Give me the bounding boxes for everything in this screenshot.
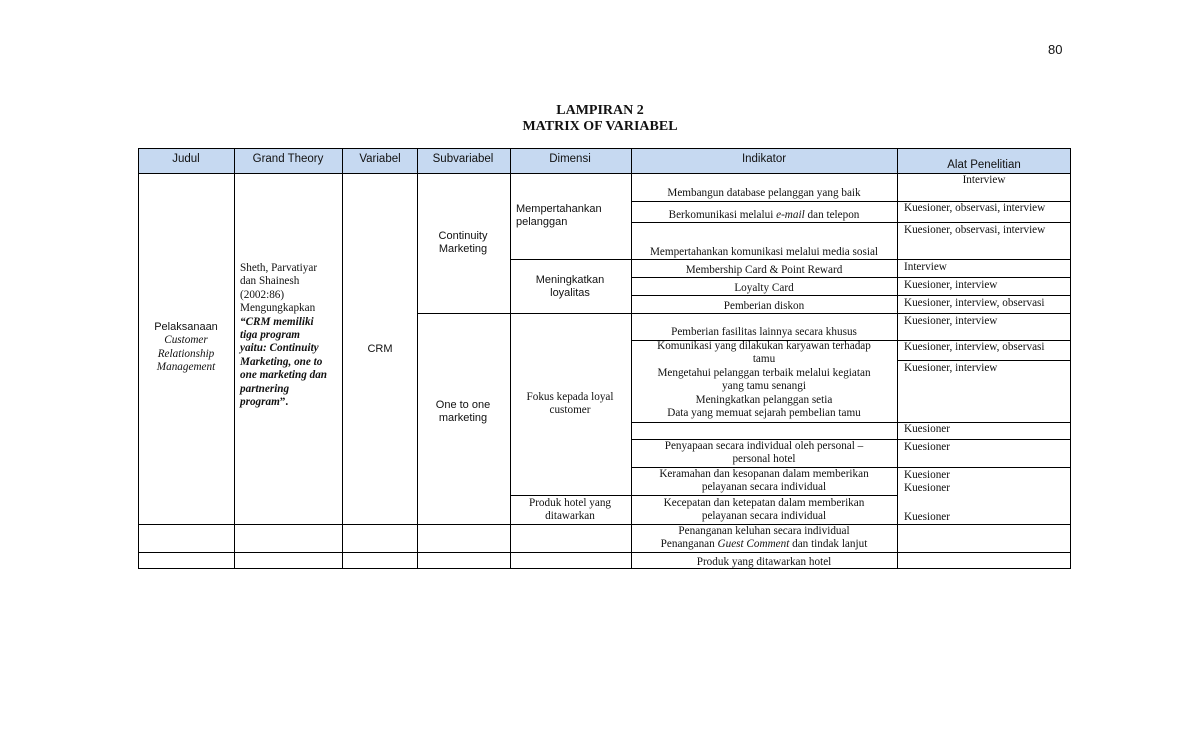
alat-item: Kuesioner, interview, observasi: [904, 341, 1045, 353]
indikator-item: Keramahan dan kesopanan dalam memberikan pelayanan secara individual: [659, 468, 869, 494]
indikator-item: Mempertahankan komunikasi melalui media sosial: [649, 246, 879, 258]
dimensi-mempertahankan: Mempertahankan pelanggan: [516, 203, 602, 229]
alat-item: Kuesioner: [904, 469, 950, 481]
indikator-item: Loyalty Card: [734, 282, 794, 294]
alat-item: Kuesioner: [904, 441, 950, 453]
header-grand-theory: Grand Theory: [252, 153, 324, 165]
dimensi-fokus-loyal: Fokus kepada loyal customer: [526, 391, 614, 417]
alat-item: Kuesioner, interview: [904, 315, 998, 327]
alat-item: Kuesioner, observasi, interview: [904, 224, 1046, 236]
indikator-item: Berkomunikasi melalui e-mail dan telepon: [668, 209, 860, 221]
grand-theory-text: Sheth, Parvatiyar dan Shainesh (2002:86) Mengungkapkan “CRM memiliki tiga program yaitu: Continuity Marketing, one to one marketing dan partnering program”.: [240, 262, 328, 409]
header-alat-penelitian: Alat Penelitian: [947, 159, 1021, 171]
header-variabel: Variabel: [359, 153, 401, 165]
header-judul: Judul: [172, 153, 200, 165]
alat-item: Kuesioner, interview, observasi: [904, 297, 1045, 309]
judul-text: Pelaksanaan Customer Relationship Management: [154, 321, 218, 374]
header-indikator: Indikator: [741, 153, 787, 165]
indikator-item: Pemberian diskon: [723, 300, 805, 312]
indikator-item: Kecepatan dan ketepatan dalam memberikan pelayanan secara individual: [663, 497, 865, 523]
indikator-item: Produk yang ditawarkan hotel: [696, 556, 832, 568]
page-subtitle: MATRIX OF VARIABEL: [522, 119, 678, 134]
subvariabel-one-to-one: One to one marketing: [435, 399, 491, 425]
indikator-item: Membangun database pelanggan yang baik: [667, 187, 861, 199]
dimensi-produk-hotel: Produk hotel yang ditawarkan: [528, 497, 612, 523]
alat-item: Kuesioner: [904, 511, 950, 523]
alat-item: Interview: [904, 261, 947, 273]
alat-item: Kuesioner: [904, 482, 950, 494]
header-dimensi: Dimensi: [549, 153, 591, 165]
subvariabel-continuity: Continuity Marketing: [438, 230, 488, 256]
page-title: LAMPIRAN 2: [556, 103, 644, 118]
indikator-item: Penyapaan secara individual oleh personal – personal hotel: [664, 440, 864, 466]
alat-item: Interview: [962, 174, 1006, 186]
indikator-item: Pemberian fasilitas lainnya secara khusus: [671, 326, 857, 338]
variabel-text: CRM: [367, 343, 393, 355]
header-subvariabel: Subvariabel: [432, 153, 494, 165]
indikator-item: Penanganan keluhan secara individual Penanganan Guest Comment dan tindak lanjut: [660, 525, 868, 551]
alat-item: Kuesioner, observasi, interview: [904, 202, 1046, 214]
alat-item: Kuesioner, interview: [904, 362, 998, 374]
alat-item: Kuesioner: [904, 423, 950, 435]
indikator-item: Membership Card & Point Reward: [685, 264, 843, 276]
dimensi-meningkatkan: Meningkatkan loyalitas: [535, 274, 605, 300]
page-number: 80: [1048, 42, 1063, 57]
indikator-item: Komunikasi yang dilakukan karyawan terhadap tamu Mengetahui pelanggan terbaik melalui kegiatan yang tamu senangi Meningkatkan pelanggan setia Data yang memuat sejarah pembelian tamu: [657, 340, 871, 420]
alat-item: Kuesioner, interview: [904, 279, 998, 291]
